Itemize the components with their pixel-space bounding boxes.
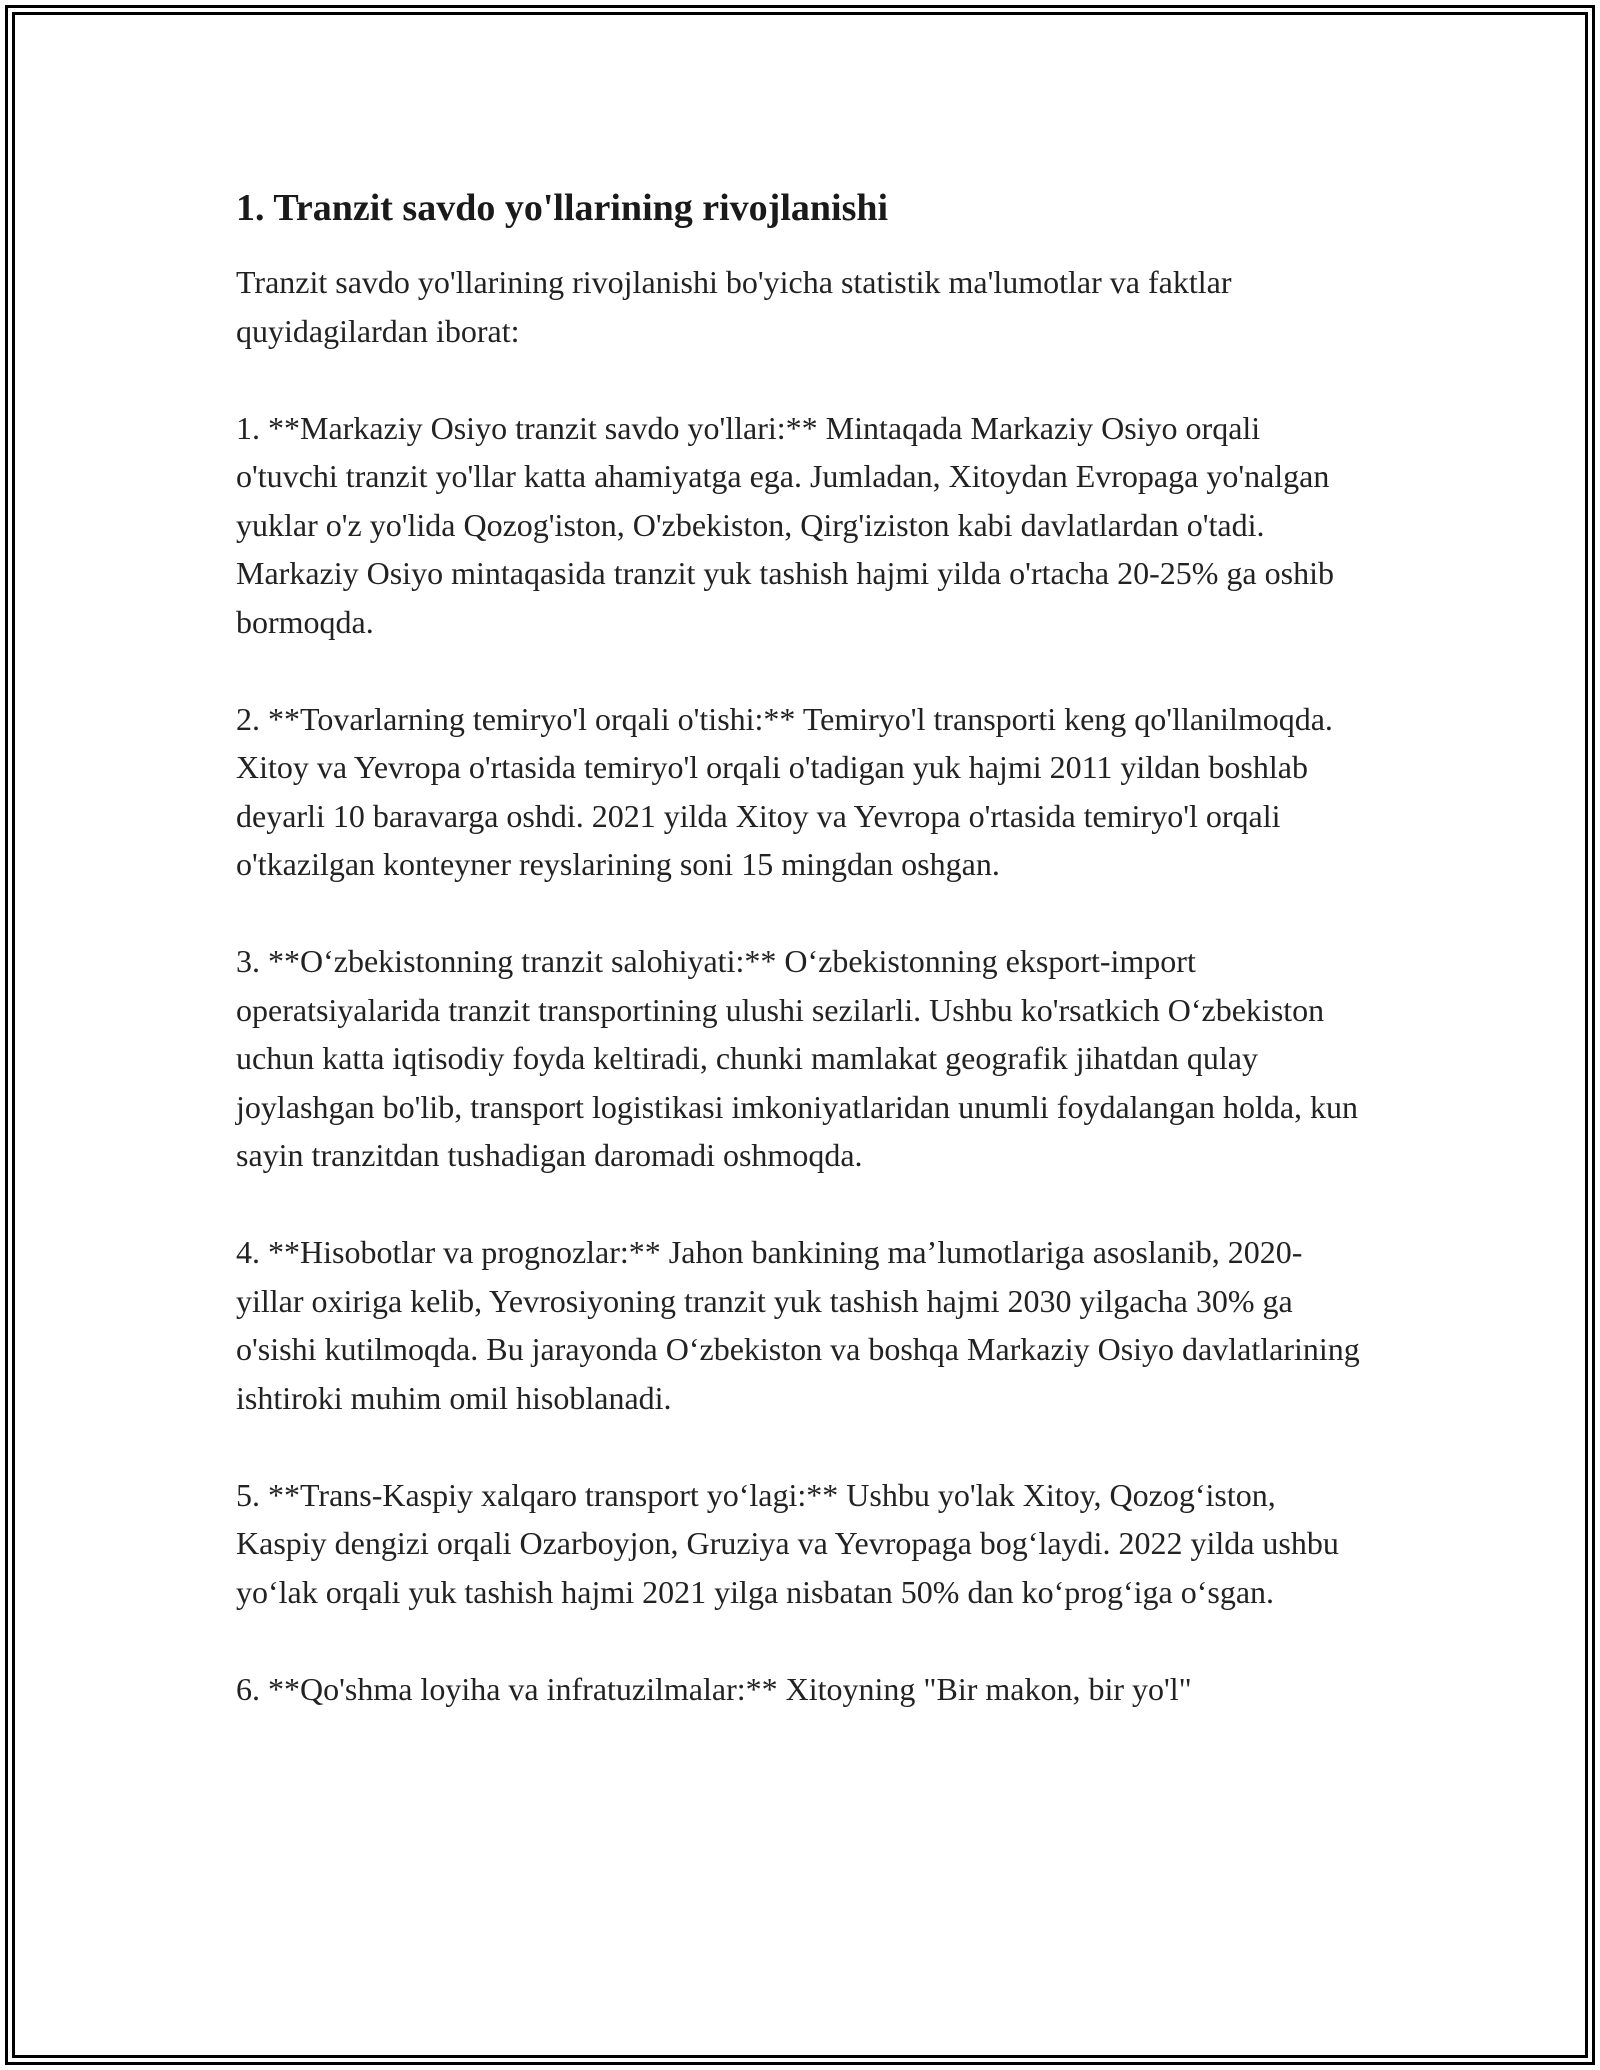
intro-paragraph: Tranzit savdo yo'llarining rivojlanishi bo'yicha statistik ma'lumotlar va faktlar quyidagilardan iborat: bbox=[236, 264, 1232, 349]
list-item-3: 3. **O‘zbekistonning tranzit salohiyati:** O‘zbekistonning eksport-import operatsiyalarida tranzit transportining ulushi sezilarli. Ushbu ko'rsatkich O‘zbekiston uchun katta iqtisodiy foyda keltiradi, chunki mamlakat geografik jihatdan qulay joylashgan bo'lib, transport logistikasi imkoniyatlaridan unumli foydalangan holda, kun sayin tranzitdan tushadigan daromadi oshmoqda. bbox=[236, 943, 1359, 1173]
section-heading: 1. Tranzit savdo yo'llarining rivojlanishi bbox=[236, 187, 889, 229]
list-item-6: 6. **Qo'shma loyiha va infratuzilmalar:** Xitoyning "Bir makon, bir yo'l" bbox=[236, 1670, 1192, 1707]
list-item-4: 4. **Hisobotlar va prognozlar:** Jahon bankining ma’lumotlariga asoslanib, 2020-yillar oxiriga kelib, Yevrosiyoning tranzit yuk tashish hajmi 2030 yilgacha 30% ga o'sishi kutilmoqda. Bu jarayonda O‘zbekiston va boshqa Markaziy Osiyo davlatlarining ishtiroki muhim omil hisoblanadi. bbox=[236, 1234, 1360, 1416]
list-item-2: 2. **Tovarlarning temiryo'l orqali o'tishi:** Temiryo'l transporti keng qo'llanilmoqda. Xitoy va Yevropa o'rtasida temiryo'l orqali o'tadigan yuk hajmi 2011 yildan boshlab deyarli 10 baravarga oshdi. 2021 yilda Xitoy va Yevropa o'rtasida temiryo'l orqali o'tkazilgan konteyner reyslarining soni 15 mingdan oshgan. bbox=[236, 700, 1333, 882]
list-item-1: 1. **Markaziy Osiyo tranzit savdo yo'llari:** Mintaqada Markaziy Osiyo orqali o'tuvchi tranzit yo'llar katta ahamiyatga ega. Jumladan, Xitoydan Evropaga yo'nalgan yuklar o'z yo'lida Qozog'iston, O'zbekiston, Qirg'iziston kabi davlatlardan o'tadi. Markaziy Osiyo mintaqasida tranzit yuk tashish hajmi yilda o'rtacha 20-25% ga oshib bormoqda. bbox=[236, 409, 1334, 640]
document-body bbox=[236, 184, 1366, 1762]
list-item-5: 5. **Trans-Kaspiy xalqaro transport yo‘lagi:** Ushbu yo'lak Xitoy, Qozog‘iston, Kaspiy dengizi orqali Ozarboyjon, Gruziya va Yevropaga bog‘laydi. 2022 yilda ushbu yo‘lak orqali yuk tashish hajmi 2021 yilga nisbatan 50% dan ko‘prog‘iga o‘sgan. bbox=[236, 1476, 1339, 1610]
